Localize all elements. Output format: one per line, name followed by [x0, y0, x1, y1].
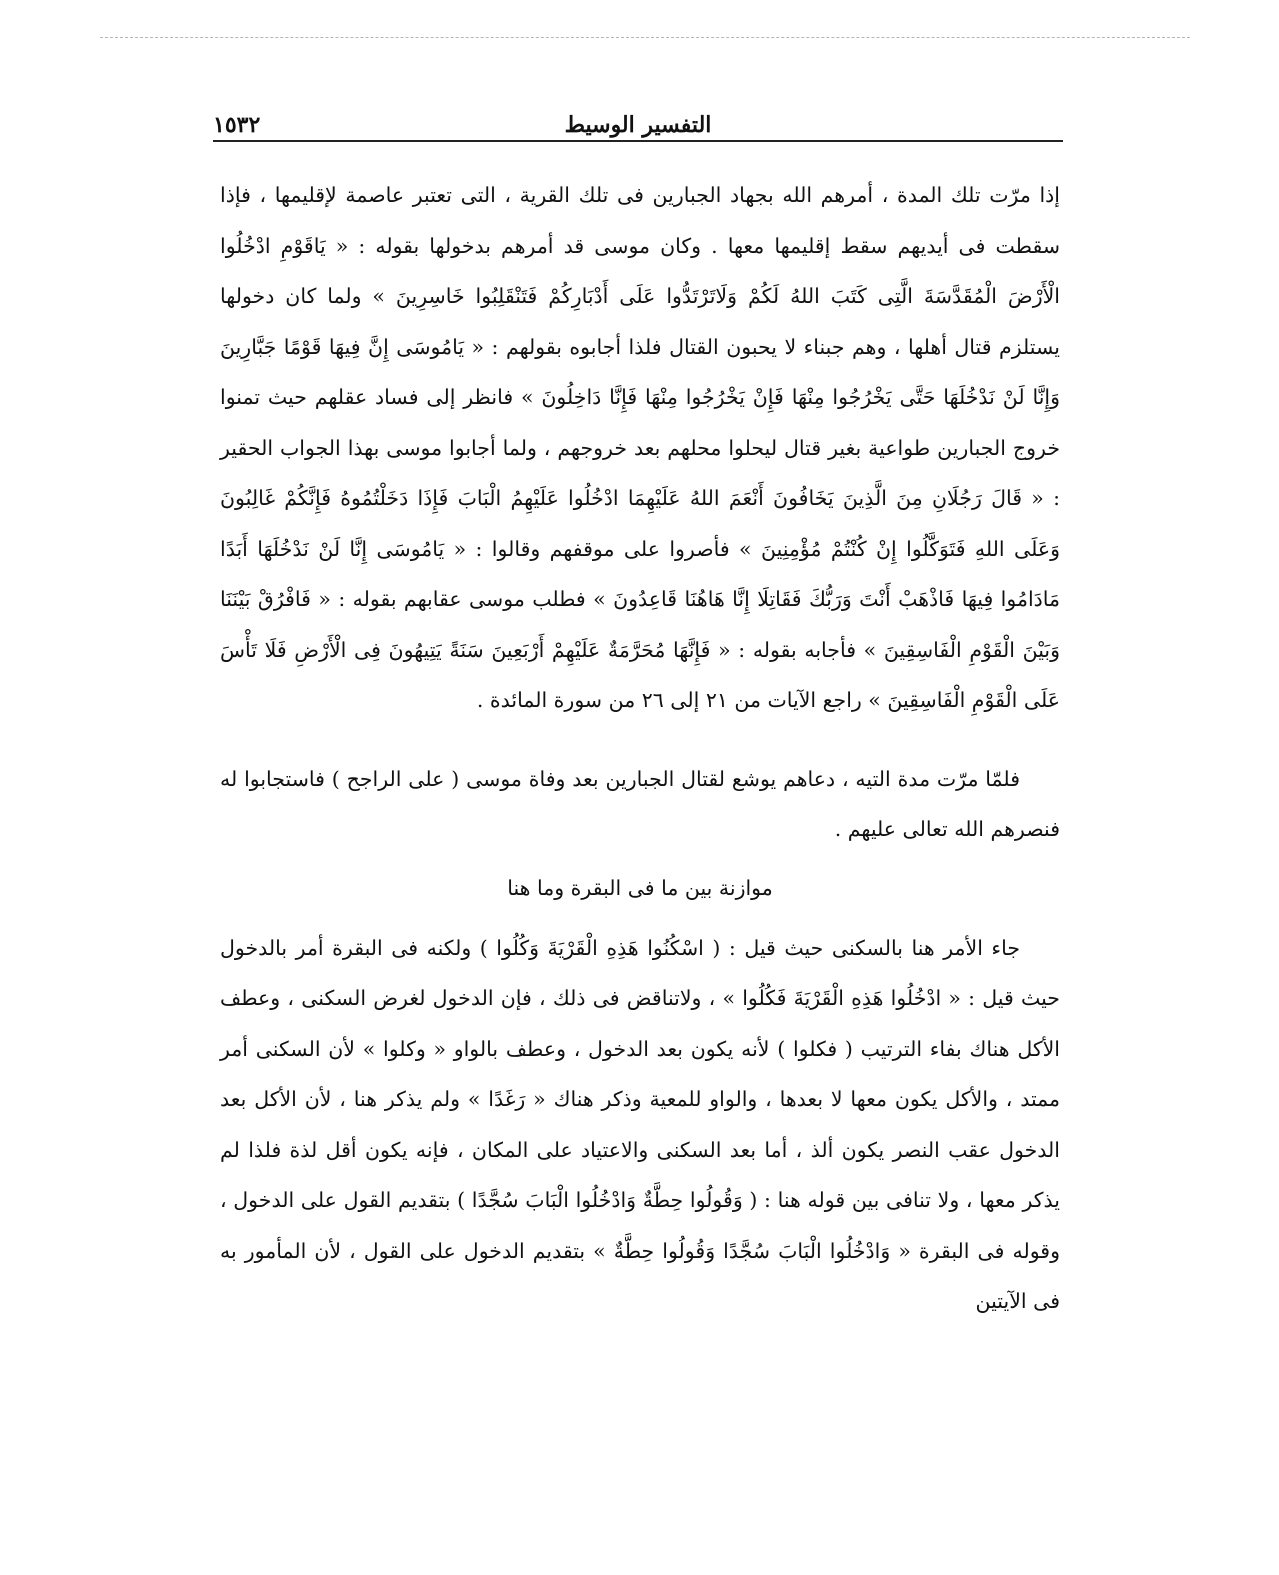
page-number: ١٥٣٢	[213, 112, 261, 138]
section-heading: موازنة بين ما فى البقرة وما هنا	[507, 875, 773, 900]
paragraph-1: إذا مرّت تلك المدة ، أمرهم الله بجهاد الجبارين فى تلك القرية ، التى تعتبر عاصمة لإقليمها ، فإذا سقطت فى أيديهم سقط إقليمها معها . وكان موسى قد أمرهم بدخولها بقوله : « يَاقَوْمِ ادْخُلُوا الْأَرْضَ الْمُقَدَّسَةَ الَّتِى كَتَبَ اللهُ لَكُمْ وَلَاتَرْتَدُّوا عَلَى أَدْبَارِكُمْ فَتَنْقَلِبُوا خَاسِرِينَ » ولما كان دخولها يستلزم قتال أهلها ، وهم جبناء لا يحبون القتال فلذا أجابوه بقولهم : « يَامُوسَى إِنَّ فِيهَا قَوْمًا جَبَّارِينَ وَإِنَّا لَنْ نَدْخُلَهَا حَتَّى يَخْرُجُوا مِنْهَا فَإِنْ يَخْرُجُوا مِنْهَا فَإِنَّا دَاخِلُونَ » فانظر إلى فساد عقلهم حيث تمنوا خروج الجبارين طواعية بغير قتال ليحلوا محلهم بعد خروجهم ، ولما أجابوا موسى بهذا الجواب الحقير : « قَالَ رَجُلَانِ مِنَ الَّذِينَ يَخَافُونَ أَنْعَمَ اللهُ عَلَيْهِمَا ادْخُلُوا عَلَيْهِمُ الْبَابَ فَإِذَا دَخَلْتُمُوهُ فَإِنَّكُمْ غَالِبُونَ وَعَلَى اللهِ فَتَوَكَّلُوا إِنْ كُنْتُمْ مُؤْمِنِينَ » فأصروا على موقفهم وقالوا : « يَامُوسَى إِنَّا لَنْ نَدْخُلَهَا أَبَدًا مَادَامُوا فِيهَا فَاذْهَبْ أَنْتَ وَرَبُّكَ فَقَاتِلَا إِنَّا هَاهُنَا قَاعِدُونَ » فطلب موسى عقابهم بقوله : « فَافْرُقْ بَيْنَنَا وَبَيْنَ الْقَوْمِ الْفَاسِقِينَ » فأجابه بقوله : « فَإِنَّهَا مُحَرَّمَةٌ عَلَيْهِمْ أَرْبَعِينَ سَنَةً يَتِيهُونَ فِى الْأَرْضِ فَلَا تَأْسَ عَلَى الْقَوْمِ الْفَاسِقِينَ » راجع الآيات من ٢١ إلى ٢٦ من سورة المائدة .	[220, 183, 1061, 712]
header-rule	[213, 140, 1063, 142]
page-header	[213, 108, 1063, 142]
scan-top-edge	[100, 37, 1190, 38]
paragraph-3: جاء الأمر هنا بالسكنى حيث قيل : ( اسْكُنُوا هَذِهِ الْقَرْيَةَ وَكُلُوا ) ولكنه فى البقرة أمر بالدخول حيث قيل : « ادْخُلُوا هَذِهِ الْقَرْيَةَ فَكُلُوا » ، ولاتناقض فى ذلك ، فإن الدخول لغرض السكنى ، وعطف الأكل هناك بفاء الترتيب ( فكلوا ) لأنه يكون بعد الدخول ، وعطف بالواو « وكلوا » لأن السكنى أمر ممتد ، والأكل يكون معها لا بعدها ، والواو للمعية وذكر هناك « رَغَدًا » ولم يذكر هنا ، لأن الأكل بعد الدخول عقب النصر يكون ألذ ، أما بعد السكنى والاعتياد على المكان ، فإنه يكون أقل لذة فلذا لم يذكر معها ، ولا تنافى بين قوله هنا : ( وَقُولُوا حِطَّةٌ وَادْخُلُوا الْبَابَ سُجَّدًا ) بتقديم القول على الدخول ، وقوله فى البقرة « وَادْخُلُوا الْبَابَ سُجَّدًا وَقُولُوا حِطَّةٌ » بتقديم الدخول على القول ، لأن المأمور به فى الآيتين	[220, 935, 1060, 1313]
book-title: التفسير الوسيط	[564, 112, 712, 138]
paragraph-2: فلمّا مرّت مدة التيه ، دعاهم يوشع لقتال الجبارين بعد وفاة موسى ( على الراجح ) فاستجابوا له فنصرهم الله تعالى عليهم .	[220, 766, 1060, 841]
page-body	[220, 170, 1060, 1327]
